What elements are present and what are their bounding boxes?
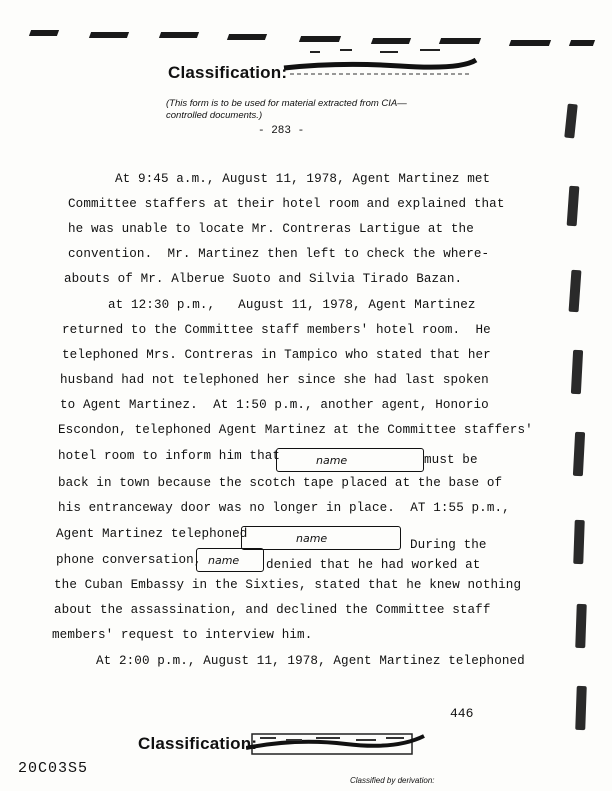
top-border-dash xyxy=(159,32,199,38)
edge-mark xyxy=(575,686,587,730)
redacted-bottom-stamp xyxy=(246,726,426,760)
body-line: At 2:00 p.m., August 11, 1978, Agent Martinez telephoned xyxy=(96,654,525,668)
body-line: at 12:30 p.m., August 11, 1978, Agent Martinez xyxy=(108,298,476,312)
redacted-name-3: name xyxy=(208,554,240,567)
document-id: 20C03S5 xyxy=(18,760,89,777)
edge-mark xyxy=(567,186,580,227)
redacted-classification-stamp xyxy=(280,44,480,80)
body-line: Committee staffers at their hotel room and explained that xyxy=(68,197,505,211)
derivation-note: Classified by derivation: xyxy=(350,776,435,785)
edge-mark xyxy=(571,350,583,394)
edge-mark xyxy=(564,104,577,139)
top-border-dash xyxy=(509,40,551,46)
page-reference: 446 xyxy=(450,706,474,721)
body-line: members' request to interview him. xyxy=(52,628,313,642)
top-border-dash xyxy=(227,34,267,40)
edge-mark xyxy=(575,604,587,648)
top-border-dash xyxy=(89,32,129,38)
edge-mark xyxy=(573,432,585,476)
classification-label-top: Classification: xyxy=(168,63,288,82)
body-line: returned to the Committee staff members' hotel room. He xyxy=(62,323,491,337)
body-line: the Cuban Embassy in the Sixties, stated that he knew nothing xyxy=(54,578,522,592)
body-line: telephoned Mrs. Contreras in Tampico who stated that her xyxy=(62,348,491,362)
page-number: - 283 - xyxy=(258,125,305,137)
body-line: husband had not telephoned her since she had last spoken xyxy=(60,373,489,387)
body-line: hotel room to inform him that xyxy=(58,449,281,463)
body-line: Agent Martinez telephoned xyxy=(56,527,248,541)
top-border-dash xyxy=(29,30,59,36)
body-line: abouts of Mr. Alberue Suoto and Silvia Tirado Bazan. xyxy=(64,272,463,286)
classification-label-bottom: Classification: xyxy=(138,734,258,753)
top-border-dash xyxy=(299,36,341,42)
top-border-dash xyxy=(569,40,595,46)
body-line: must be xyxy=(424,453,478,467)
body-line: Escondon, telephoned Agent Martinez at the Committee staffers' xyxy=(58,423,533,437)
redaction-box-1 xyxy=(276,448,424,472)
body-line: to Agent Martinez. At 1:50 p.m., another agent, Honorio xyxy=(60,398,489,412)
body-line: denied that he had worked at xyxy=(266,558,481,572)
edge-mark xyxy=(573,520,585,564)
redacted-name-1: name xyxy=(316,454,348,467)
form-note: (This form is to be used for material extracted from CIA—controlled documents.) xyxy=(166,98,407,121)
edge-mark xyxy=(569,270,582,313)
body-line: convention. Mr. Martinez then left to check the where- xyxy=(68,247,490,261)
body-line: his entranceway door was no longer in place. AT 1:55 p.m., xyxy=(58,501,510,515)
body-line: back in town because the scotch tape placed at the base of xyxy=(58,476,503,490)
redacted-name-2: name xyxy=(296,532,328,545)
body-line: At 9:45 a.m., August 11, 1978, Agent Martinez met xyxy=(115,172,491,186)
body-line: about the assassination, and declined the Committee staff xyxy=(54,603,491,617)
body-line: he was unable to locate Mr. Contreras Lartigue at the xyxy=(68,222,474,236)
body-line: During the xyxy=(410,538,487,552)
body-line: phone conversation, xyxy=(56,553,202,567)
